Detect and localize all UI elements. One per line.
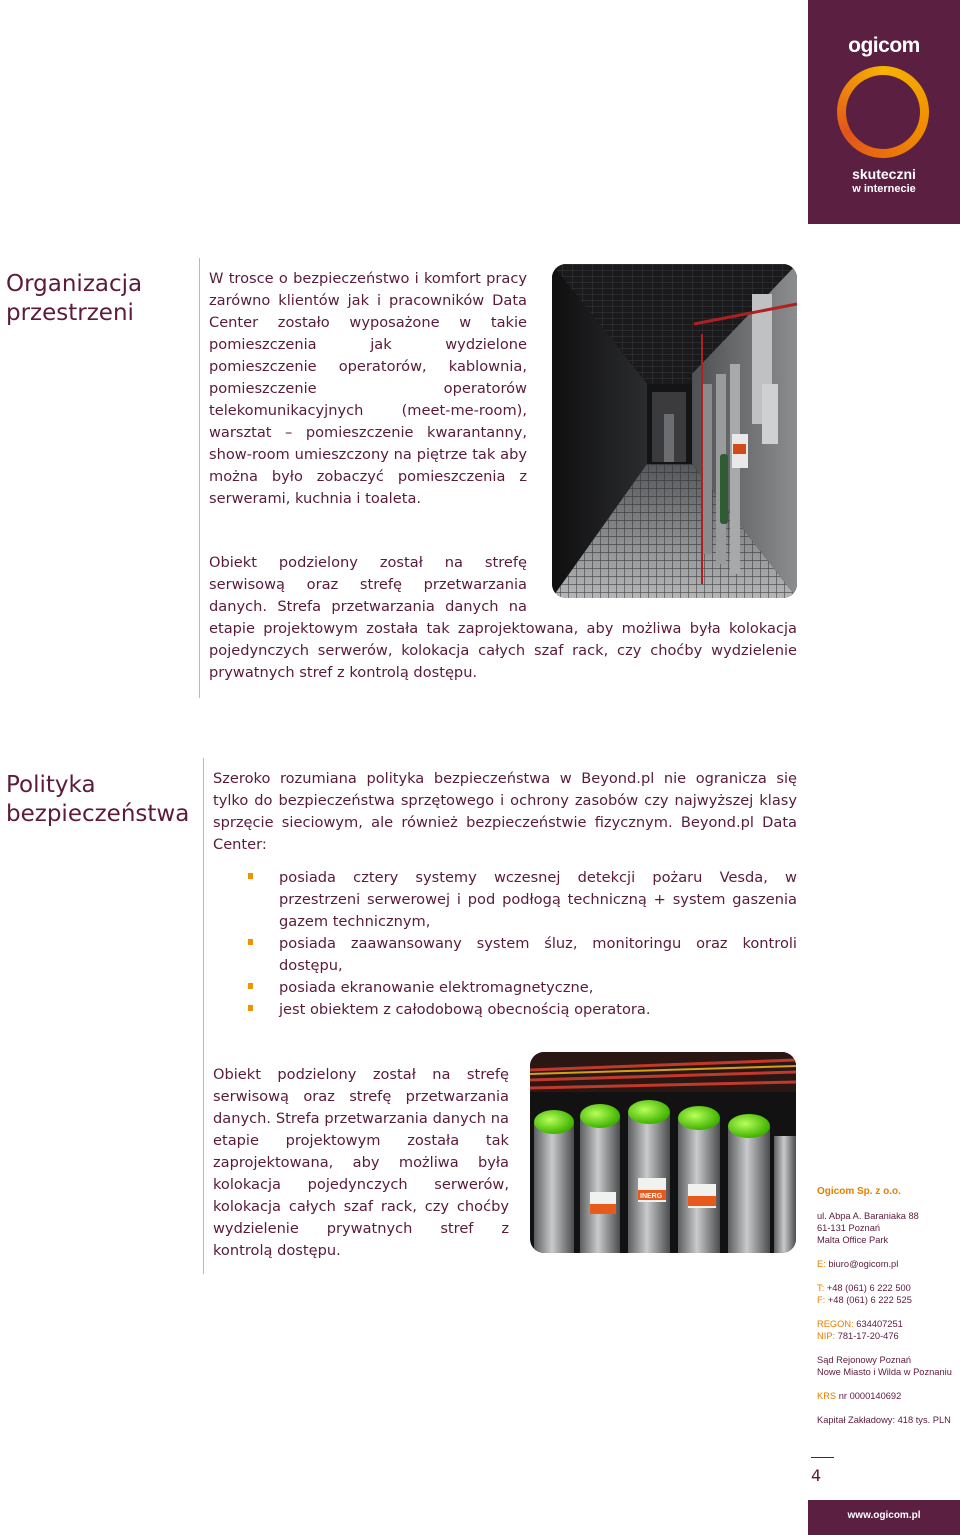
text-line: dostępu, (279, 957, 343, 974)
text-line: Obiekt podzielony został na strefę (209, 554, 527, 571)
list-item (213, 999, 797, 1021)
text-line: serwerami, kuchnia i toaleta. (209, 490, 422, 507)
text-line: warsztat – pomieszczenie kwarantanny, (209, 424, 527, 441)
text-line: posiada cztery systemy wczesnej detekcji pożaru Vesda, w (279, 869, 797, 886)
bullet-square-icon (248, 873, 253, 879)
text-line: można było zobaczyć pomieszczenia z (209, 468, 527, 485)
text-line: zaprojektowana, aby możliwa była (213, 1154, 509, 1171)
text-line: danych. Strefa przetwarzania danych na (209, 598, 527, 615)
security-features-list (213, 867, 797, 1021)
text-line: serwisową oraz strefę przetwarzania (213, 1088, 509, 1105)
section-heading-polityka: Polityka bezpieczeństwa (6, 772, 190, 827)
email-link[interactable]: biuro@ogicom.pl (828, 1259, 899, 1269)
list-item (213, 977, 797, 999)
text-line: kolokacja pojedynczych serwerów, (213, 1176, 509, 1193)
text-line: Center: (213, 836, 267, 853)
text-line: danych. Strefa przetwarzania danych na (213, 1110, 509, 1127)
text-line: posiada zaawansowany system śluz, monitoringu oraz kontroli (279, 935, 797, 952)
text-line: kontrolą dostępu. (213, 1242, 341, 1259)
brand-panel (808, 0, 960, 224)
capital-line: Kapitał Zakładowy: 418 tys. PLN (817, 1415, 951, 1425)
bullet-square-icon (248, 939, 253, 945)
text-line: etapie projektowym została tak zaprojektowana, aby możliwa była kolokacja (209, 620, 797, 637)
text-line: etapie projektowym została tak (213, 1132, 509, 1149)
text-line: telekomunikacyjnych (meet-me-room), (209, 402, 527, 419)
section1-paragraph-2-wide (209, 618, 797, 684)
regon-line: REGON: 634407251 (817, 1319, 903, 1329)
section1-paragraph-2-narrow (209, 552, 527, 618)
text-line: prywatnych stref z kontrolą dostępu. (209, 664, 478, 681)
text-line: serwisową oraz strefę przetwarzania (209, 576, 527, 593)
text-line: zarówno klientów jak i pracowników Data (209, 292, 527, 309)
text-line: pomieszczenie operatorów, kablownia, (209, 358, 527, 375)
cylinders-image (530, 1052, 796, 1253)
website-bar (808, 1500, 960, 1535)
text-line: Obiekt podzielony został na strefę (213, 1066, 509, 1083)
text-line: show-room umieszczony na piętrze tak aby (209, 446, 527, 463)
text-line: jest obiektem z całodobową obecnością operatora. (279, 1001, 651, 1018)
section-divider (199, 258, 200, 698)
section-heading-organizacja: Organizacja przestrzeni (6, 271, 143, 326)
text-line: gazem technicznym, (279, 913, 431, 930)
data-center-corridor-photo (552, 264, 797, 598)
court-line: Nowe Miasto i Wilda w Poznaniu (817, 1367, 952, 1377)
text-line: W trosce o bezpieczeństwo i komfort pracy (209, 270, 527, 287)
email-line: E: biuro@ogicom.pl (817, 1259, 899, 1269)
phone-line: T: +48 (061) 6 222 500 (817, 1283, 911, 1293)
text-line: wydzielenie prywatnych stref z (213, 1220, 509, 1237)
gas-cylinders-photo (530, 1052, 796, 1253)
address-line: 61-131 Poznań (817, 1223, 881, 1233)
text-line: pojedynczych serwerów, kolokacja całych szaf rack, czy choćby wydzielenie (209, 642, 797, 659)
bullet-square-icon (248, 983, 253, 989)
contact-block (817, 1186, 957, 1426)
page-number-rule (811, 1457, 834, 1458)
text-line: pomieszczenia jak wydzielone (209, 336, 527, 353)
tagline-2: w internecie (852, 183, 916, 195)
fax-line: F: +48 (061) 6 222 525 (817, 1295, 912, 1305)
logo-text: ogicom (848, 34, 920, 57)
text-line: pomieszczenie operatorów (209, 380, 527, 397)
page-number: 4 (811, 1466, 822, 1485)
nip-line: NIP: 781-17-20-476 (817, 1331, 899, 1341)
text-line: sprzęcie sieciowym, ale również bezpieczeństwie fizycznym. Beyond.pl Data (213, 814, 797, 831)
section1-paragraph-1 (209, 268, 527, 510)
ogicom-logo-ring (837, 66, 929, 158)
section3-paragraph (213, 1064, 509, 1262)
bullet-square-icon (248, 1005, 253, 1011)
text-line: Center zostało wyposażone w takie (209, 314, 527, 331)
corridor-image (552, 264, 797, 598)
section2-intro (213, 768, 797, 856)
address-line: ul. Abpa A. Baraniaka 88 (817, 1211, 919, 1221)
company-name: Ogicom Sp. z o.o. (817, 1186, 901, 1197)
court-line: Sąd Rejonowy Poznań (817, 1355, 912, 1365)
tagline-1: skuteczni (852, 166, 916, 182)
section-divider (203, 758, 204, 1274)
list-item (213, 867, 797, 933)
text-line: przestrzeni serwerowej i pod podłogą techniczną + system gaszenia (279, 891, 797, 908)
list-item (213, 933, 797, 977)
text-line: kolokacja całych szaf rack, czy choćby (213, 1198, 509, 1215)
text-line: Szeroko rozumiana polityka bezpieczeństwa w Beyond.pl nie ogranicza się (213, 770, 797, 787)
text-line: tylko do bezpieczeństwa sprzętowego i ochrony zasobów czy najwyższej klasy (213, 792, 797, 809)
text-line: posiada ekranowanie elektromagnetyczne, (279, 979, 594, 996)
cylinder-label: INERG (640, 1193, 663, 1200)
krs-line: KRS nr 0000140692 (817, 1391, 902, 1401)
address-line: Malta Office Park (817, 1235, 889, 1245)
website-link[interactable]: www.ogicom.pl (847, 1510, 921, 1521)
